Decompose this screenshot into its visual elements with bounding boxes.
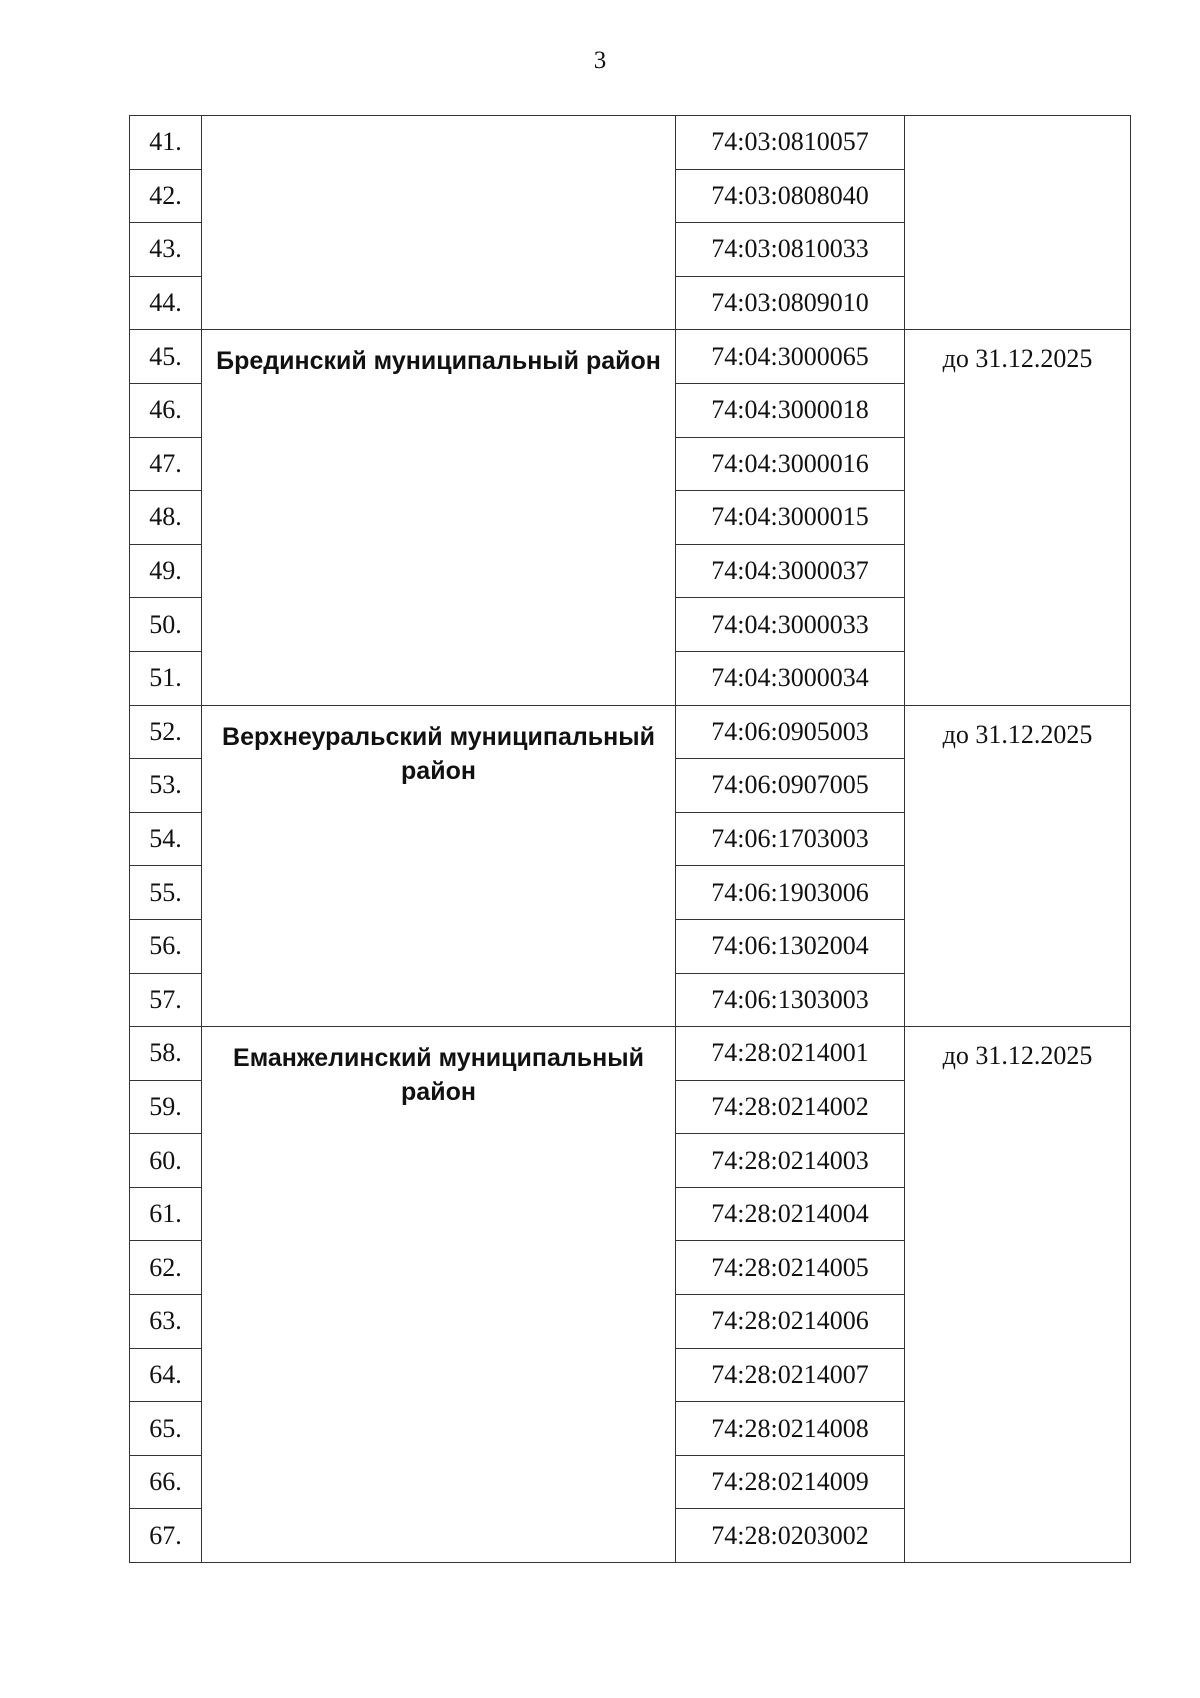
cadastral-code: 74:06:1302004: [676, 919, 905, 973]
cadastral-code: 74:04:3000065: [676, 330, 905, 384]
cadastral-code: 74:28:0214003: [676, 1134, 905, 1188]
row-number: 54.: [130, 812, 202, 866]
cadastral-code: 74:04:3000037: [676, 544, 905, 598]
cadastral-table: [129, 115, 1131, 1563]
row-number: 56.: [130, 919, 202, 973]
cadastral-code: 74:28:0214006: [676, 1295, 905, 1349]
row-number: 67.: [130, 1509, 202, 1563]
row-number: 52.: [130, 705, 202, 759]
page-number: 3: [593, 47, 607, 74]
row-number: 53.: [130, 759, 202, 813]
cadastral-code: 74:06:0905003: [676, 705, 905, 759]
cadastral-code: 74:28:0214007: [676, 1348, 905, 1402]
row-number: 44.: [130, 276, 202, 330]
table-row: [130, 116, 1131, 170]
district-name: Еманжелинский муниципальный район: [202, 1027, 676, 1563]
cadastral-code: 74:06:1903006: [676, 866, 905, 920]
cadastral-code: 74:04:3000034: [676, 651, 905, 705]
row-number: 61.: [130, 1187, 202, 1241]
cadastral-code: 74:28:0214002: [676, 1080, 905, 1134]
row-number: 42.: [130, 169, 202, 223]
deadline: до 31.12.2025: [905, 330, 1131, 705]
cadastral-code: 74:28:0214009: [676, 1455, 905, 1509]
row-number: 64.: [130, 1348, 202, 1402]
district-name: [202, 116, 676, 330]
row-number: 66.: [130, 1455, 202, 1509]
cadastral-code: 74:06:1703003: [676, 812, 905, 866]
row-number: 45.: [130, 330, 202, 384]
cadastral-code: 74:06:0907005: [676, 759, 905, 813]
row-number: 57.: [130, 973, 202, 1027]
cadastral-code: 74:28:0214004: [676, 1187, 905, 1241]
cadastral-code: 74:04:3000015: [676, 491, 905, 545]
row-number: 41.: [130, 116, 202, 170]
district-name: Верхнеуральский муниципальный район: [202, 705, 676, 1027]
table-row: [130, 330, 1131, 384]
row-number: 60.: [130, 1134, 202, 1188]
row-number: 47.: [130, 437, 202, 491]
row-number: 46.: [130, 383, 202, 437]
row-number: 50.: [130, 598, 202, 652]
row-number: 55.: [130, 866, 202, 920]
cadastral-code: 74:28:0214001: [676, 1027, 905, 1081]
row-number: 51.: [130, 651, 202, 705]
cadastral-code: 74:06:1303003: [676, 973, 905, 1027]
district-name: Брединский муниципальный район: [202, 330, 676, 705]
table-body: [130, 116, 1131, 1563]
row-number: 48.: [130, 491, 202, 545]
row-number: 65.: [130, 1402, 202, 1456]
row-number: 58.: [130, 1027, 202, 1081]
row-number: 43.: [130, 223, 202, 277]
row-number: 63.: [130, 1295, 202, 1349]
table-row: [130, 705, 1131, 759]
row-number: 59.: [130, 1080, 202, 1134]
deadline: до 31.12.2025: [905, 1027, 1131, 1563]
cadastral-code: 74:03:0810033: [676, 223, 905, 277]
deadline: до 31.12.2025: [905, 705, 1131, 1027]
cadastral-code: 74:03:0808040: [676, 169, 905, 223]
deadline: [905, 116, 1131, 330]
cadastral-code: 74:28:0214005: [676, 1241, 905, 1295]
cadastral-code: 74:28:0203002: [676, 1509, 905, 1563]
cadastral-code: 74:28:0214008: [676, 1402, 905, 1456]
row-number: 49.: [130, 544, 202, 598]
cadastral-code: 74:03:0810057: [676, 116, 905, 170]
row-number: 62.: [130, 1241, 202, 1295]
cadastral-code: 74:04:3000016: [676, 437, 905, 491]
cadastral-code: 74:04:3000018: [676, 383, 905, 437]
cadastral-code: 74:04:3000033: [676, 598, 905, 652]
cadastral-code: 74:03:0809010: [676, 276, 905, 330]
table-row: [130, 1027, 1131, 1081]
